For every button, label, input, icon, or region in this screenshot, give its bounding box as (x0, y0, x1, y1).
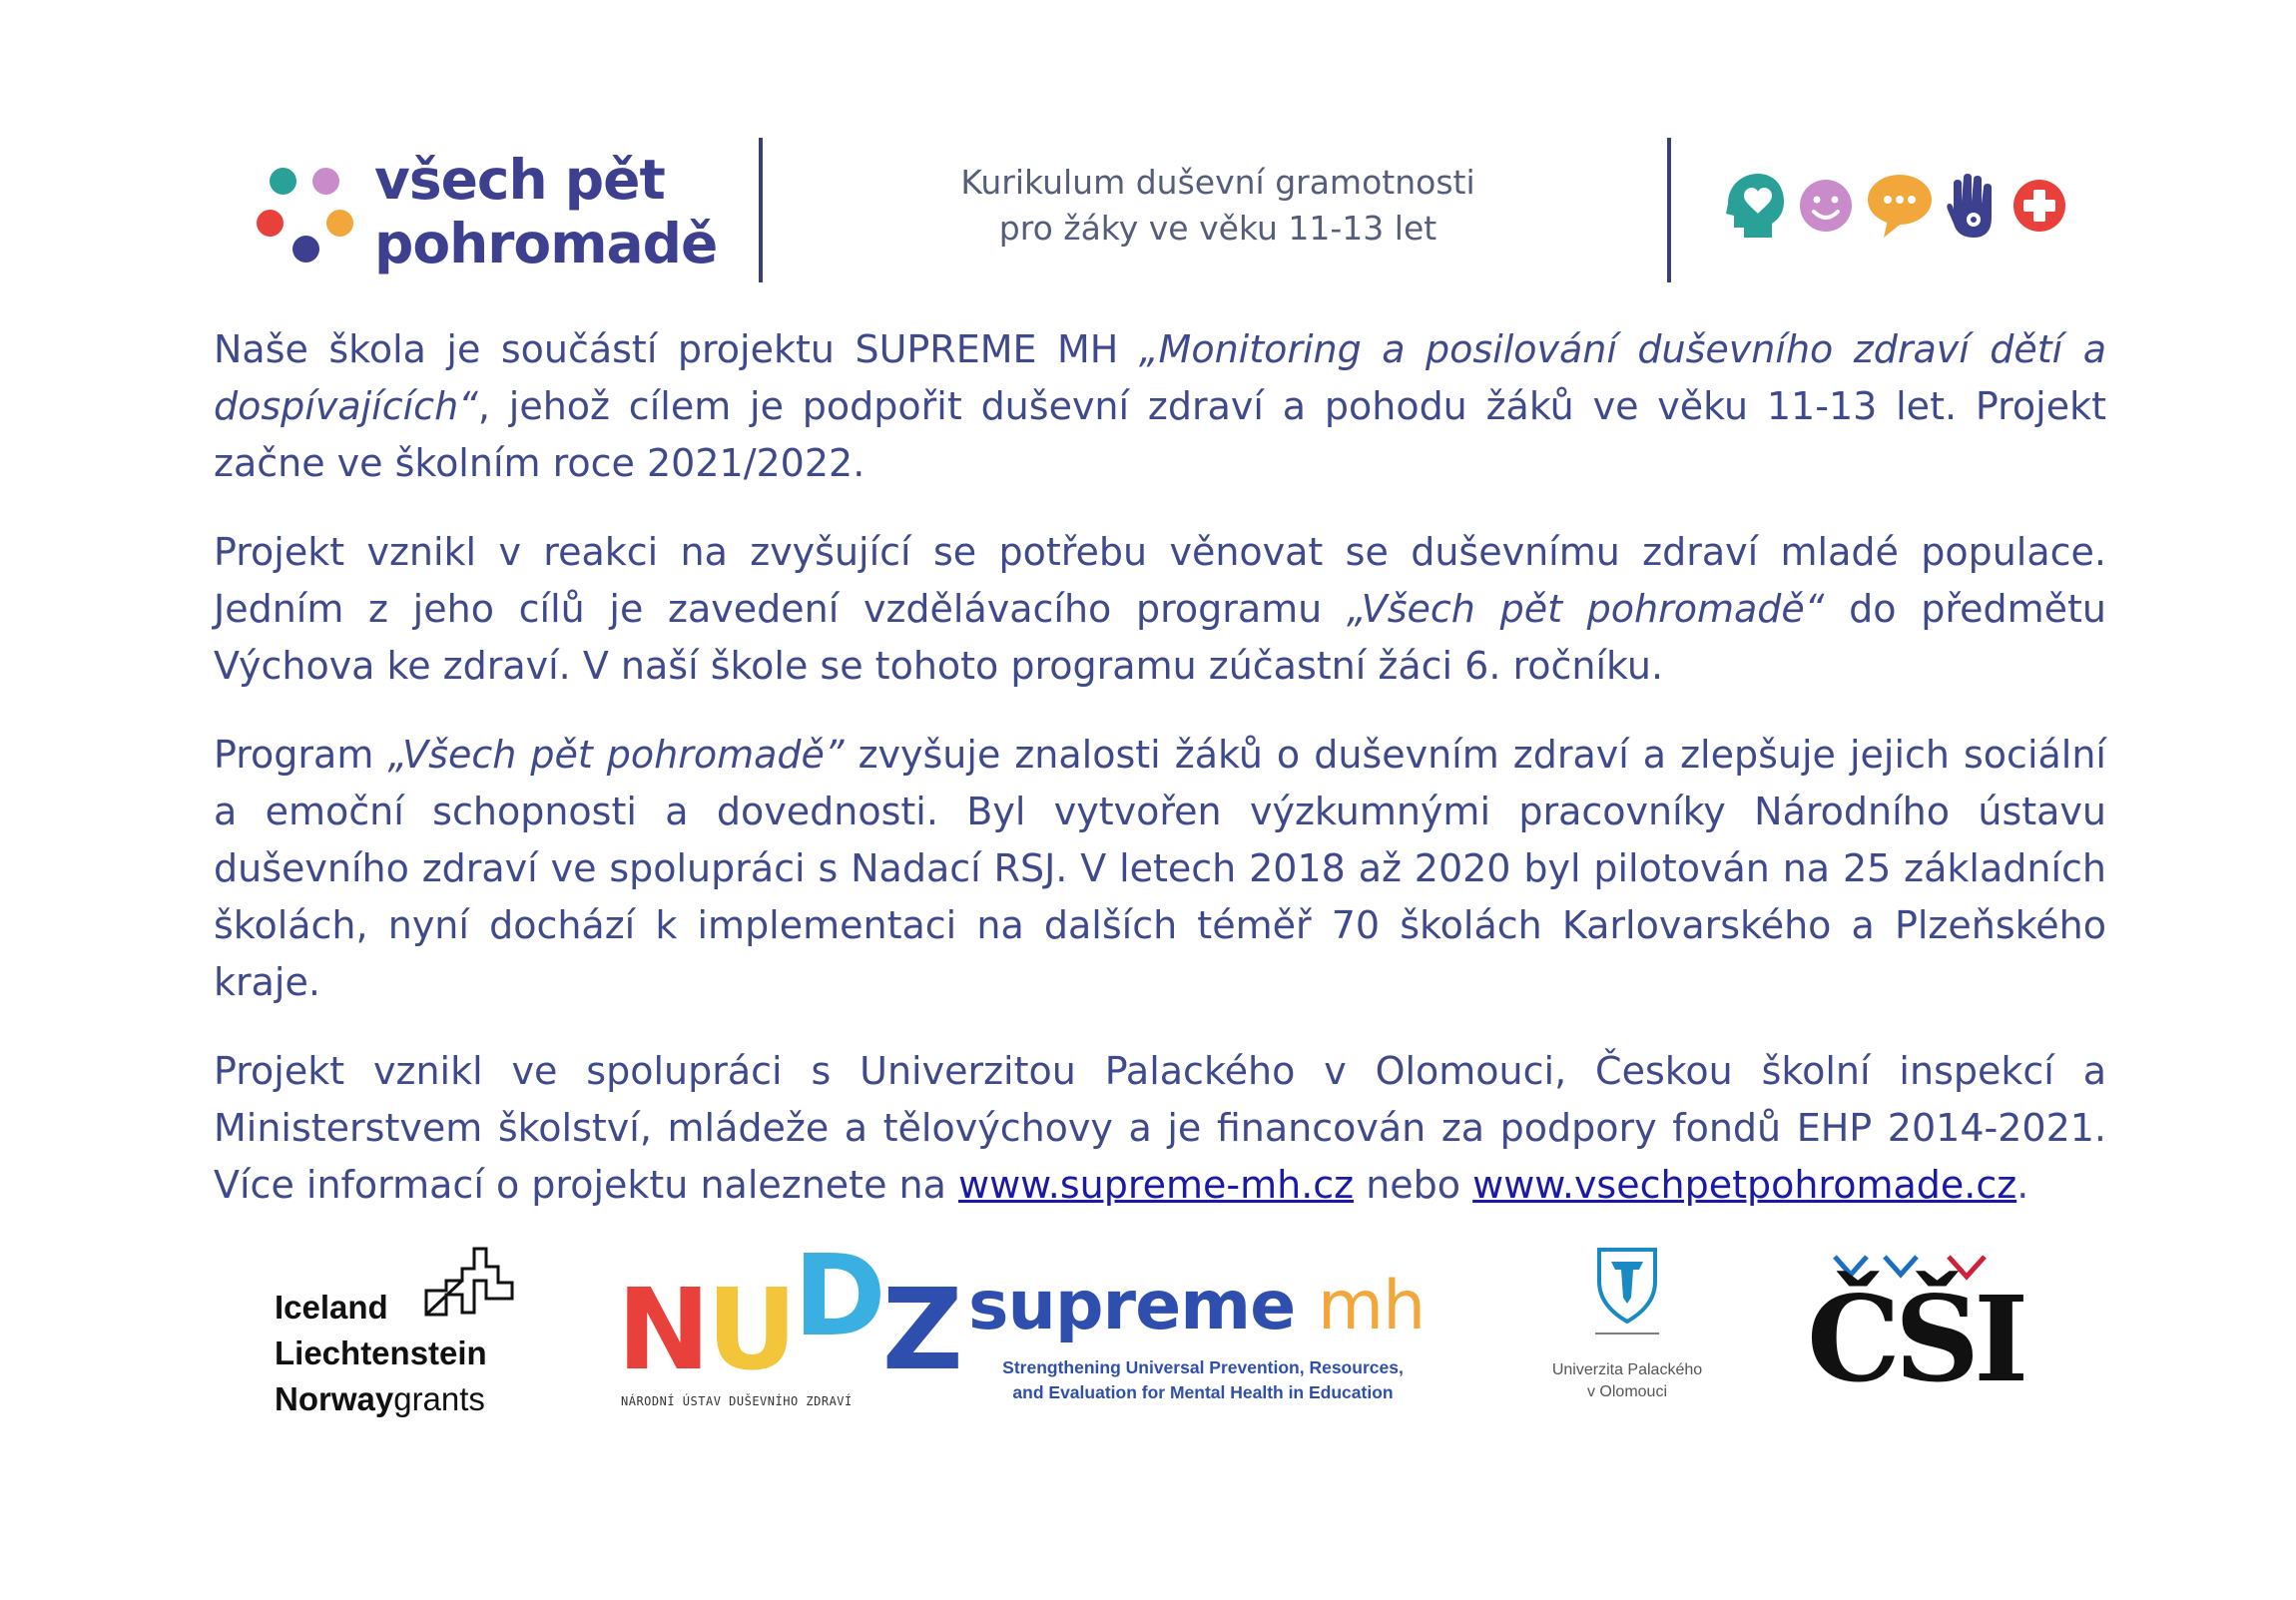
p1-project-title: „Monitoring a posilování duševního zdraví dětí a dospívajících“ (214, 327, 2106, 428)
supreme-mh-wordmark (968, 1268, 1425, 1345)
upol-shield-icon (1595, 1248, 1659, 1339)
paragraph-1 (214, 321, 2106, 492)
p1-text-b: , jehož cílem je podpořit duševní zdraví a pohodu žáků ve věku 11-13 let. Projekt začne ve školním roce 2021/2022. (214, 384, 2106, 485)
p4-text-mid: nebo (1354, 1163, 1473, 1207)
nudz-letter-z: Z (881, 1266, 959, 1395)
nudz-letters (617, 1232, 959, 1400)
medical-cross-icon (2013, 180, 2065, 232)
p4-text-end: . (2016, 1163, 2029, 1207)
p2-text-a: Projekt vznikl v reakci na zvyšující se potřebu věnovat se duševnímu zdraví mladé populace. Jedním z jeho cílů je zavedení vzdělávacího programu (214, 530, 2106, 631)
supreme-sub-line-1: Strengthening Universal Prevention, Resources, (1002, 1357, 1404, 1377)
p3-text-b: zvyšuje znalosti žáků o duševním zdraví a zlepšuje jejich sociální a emoční schopnosti a dovednosti. Byl vytvořen výzkumnými pracovníky Národního ústavu duševního zdraví ve spolupráci s Nadací RSJ. V letech 2018 až 2020 byl pilotován na 25 základních školách, nyní dochází k implementaci na dalších téměř 70 školách Karlovarského a Plzeňského kraje. (214, 733, 2106, 1004)
p2-program-title: „Všech pět pohromadě“ (1346, 587, 1825, 631)
eea-line-iceland: Iceland (275, 1289, 388, 1326)
upol-line-2: v Olomouci (1586, 1383, 1668, 1400)
brand-line-1: všech pět (374, 148, 665, 212)
supreme-sub-line-2: and Evaluation for Mental Health in Education (1012, 1382, 1394, 1402)
nudz-letter-d: D (793, 1232, 882, 1361)
smiley-icon (1800, 180, 1852, 232)
header-divider-right (1667, 138, 1671, 282)
supreme-mh-link[interactable]: www.supreme-mh.cz (957, 1163, 1355, 1207)
paragraph-2 (214, 524, 2106, 695)
nudz-letter-n: N (617, 1266, 707, 1395)
main-content (214, 321, 2106, 1246)
red-dot (257, 210, 284, 237)
pink-dot (312, 168, 339, 195)
supreme-mh-word: mh (1317, 1267, 1426, 1345)
curriculum-line-2: pro žáky ve věku 11-13 let (998, 209, 1437, 248)
p2-text-b: do předmětu Výchova ke zdraví. V naší škole se tohoto programu zúčastní žáci 6. ročníku. (214, 587, 2107, 688)
teal-dot (270, 168, 296, 195)
p3-text-a: Program (214, 733, 388, 777)
navy-dot (292, 236, 319, 263)
nudz-letter-u: U (706, 1266, 794, 1395)
eea-line-liechtenstein: Liechtenstein (275, 1334, 487, 1371)
palacky-university-logo (1527, 1248, 1727, 1417)
speech-bubble-icon (1868, 175, 1932, 238)
brand-line-2: pohromadě (374, 212, 718, 275)
eea-line-norway (275, 1376, 487, 1422)
eea-grants-text (275, 1285, 487, 1422)
header-icon-strip (1722, 170, 2066, 242)
upol-name (1527, 1359, 1727, 1403)
csi-wordmark: ČŠI (1807, 1270, 2023, 1408)
supreme-mh-subtitle (958, 1355, 1447, 1405)
orange-dot (326, 210, 353, 237)
p4-text-a: Projekt vznikl ve spolupráci s Univerzitou Palackého v Olomouci, Českou školní inspekcí a Ministerstvem školství, mládeže a tělovýchovy a je financován za podpory fondů EHP 2014-2021. Více informací o projektu naleznete na (214, 1049, 2106, 1207)
eea-grants-word: grants (393, 1380, 485, 1417)
supreme-mh-logo (958, 1268, 1457, 1417)
paragraph-4 (214, 1043, 2106, 1214)
hand-icon (1947, 174, 1992, 238)
supreme-word: supreme (968, 1267, 1296, 1345)
eea-norway-grants-logo (275, 1243, 544, 1422)
p1-text-a: Naše škola je součástí projektu SUPREME MH (214, 327, 1139, 371)
nudz-subtitle: NÁRODNÍ ÚSTAV DUŠEVNÍHO ZDRAVÍ (621, 1394, 853, 1408)
page-header (0, 0, 2296, 299)
eea-norway-word: Norway (275, 1380, 394, 1417)
header-divider-left (759, 138, 763, 282)
paragraph-3 (214, 727, 2106, 1011)
nudz-logo (617, 1232, 959, 1422)
csi-logo (1807, 1253, 2036, 1408)
curriculum-subtitle (898, 160, 1537, 252)
brand-dots-logo (255, 160, 364, 269)
brand-wordmark (374, 148, 717, 275)
curriculum-line-1: Kurikulum duševní gramotnosti (960, 163, 1475, 202)
upol-line-1: Univerzita Palackého (1551, 1361, 1703, 1378)
p3-program-title: „Všech pět pohromadě” (387, 733, 845, 777)
vsechpetpohromade-link[interactable]: www.vsechpetpohromade.cz (1472, 1163, 2017, 1207)
head-heart-icon (1726, 174, 1784, 238)
